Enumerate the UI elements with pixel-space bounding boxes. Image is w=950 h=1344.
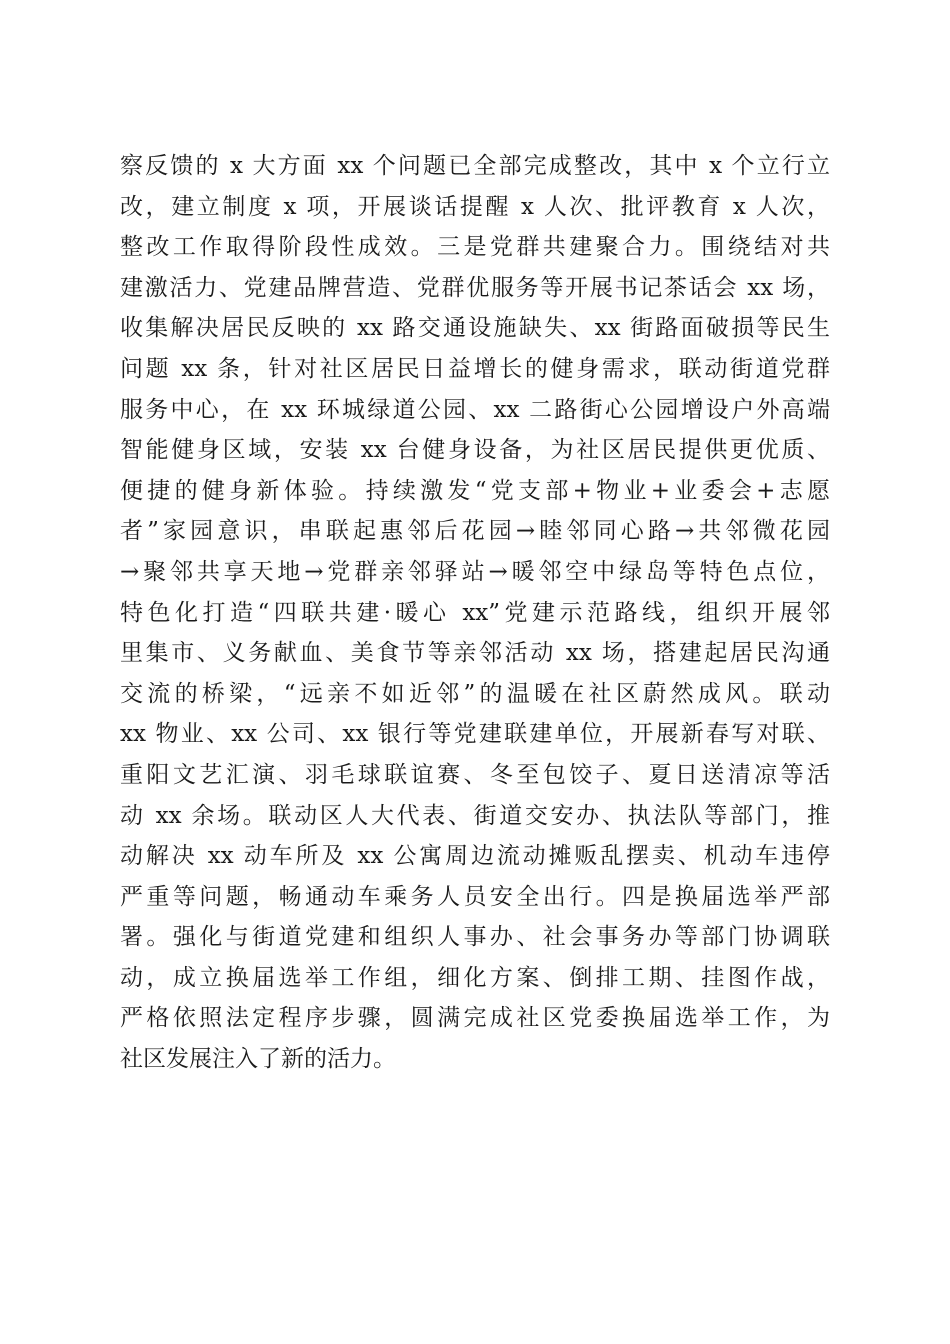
body-paragraph <box>120 146 830 1080</box>
text-line: 里集市、义务献血、美食节等亲邻活动 xx 场，搭建起居民沟通 <box>120 640 830 667</box>
text-line: 严重等问题，畅通动车乘务人员安全出行。四是换届选举严部 <box>120 883 830 910</box>
text-line: 动，成立换届选举工作组，细化方案、倒排工期、挂图作战， <box>120 964 830 991</box>
text-line: 整改工作取得阶段性成效。三是党群共建聚合力。围绕结对共 <box>120 234 830 261</box>
text-line: 动解决 xx 动车所及 xx 公寓周边流动摊贩乱摆卖、机动车违停 <box>120 843 830 870</box>
text-line: 改，建立制度 x 项，开展谈话提醒 x 人次、批评教育 x 人次， <box>120 193 830 220</box>
text-line: 动 xx 余场。联动区人大代表、街道交安办、执法队等部门，推 <box>120 802 830 829</box>
text-line: 便捷的健身新体验。持续激发“党支部+物业+业委会+志愿 <box>120 477 830 504</box>
text-line: 建激活力、党建品牌营造、党群优服务等开展书记茶话会 xx 场， <box>120 274 830 301</box>
text-line: 智能健身区域，安装 xx 台健身设备，为社区居民提供更优质、 <box>120 437 830 464</box>
text-line-last: 社区发展注入了新的活力。 <box>120 1046 396 1073</box>
text-line: 者”家园意识，串联起惠邻后花园→睦邻同心路→共邻微花园 <box>120 518 830 545</box>
text-line: 特色化打造“四联共建·暖心 xx”党建示范路线，组织开展邻 <box>120 599 830 626</box>
text-line: 收集解决居民反映的 xx 路交通设施缺失、xx 街路面破损等民生 <box>120 315 830 342</box>
text-line: 署。强化与街道党建和组织人事办、社会事务办等部门协调联 <box>120 924 830 951</box>
text-line: →聚邻共享天地→党群亲邻驿站→暖邻空中绿岛等特色点位， <box>120 558 830 585</box>
text-line: 服务中心，在 xx 环城绿道公园、xx 二路街心公园增设户外高端 <box>120 396 830 423</box>
text-line: 严格依照法定程序步骤，圆满完成社区党委换届选举工作，为 <box>120 1005 830 1032</box>
text-line: 交流的桥梁，“远亲不如近邻”的温暖在社区蔚然成风。联动 <box>120 680 830 707</box>
text-line: 重阳文艺汇演、羽毛球联谊赛、冬至包饺子、夏日送清凉等活 <box>120 761 830 788</box>
text-line: xx 物业、xx 公司、xx 银行等党建联建单位，开展新春写对联、 <box>120 721 830 748</box>
text-line: 问题 xx 条，针对社区居民日益增长的健身需求，联动街道党群 <box>120 355 830 382</box>
text-line: 察反馈的 x 大方面 xx 个问题已全部完成整改，其中 x 个立行立 <box>120 153 830 179</box>
